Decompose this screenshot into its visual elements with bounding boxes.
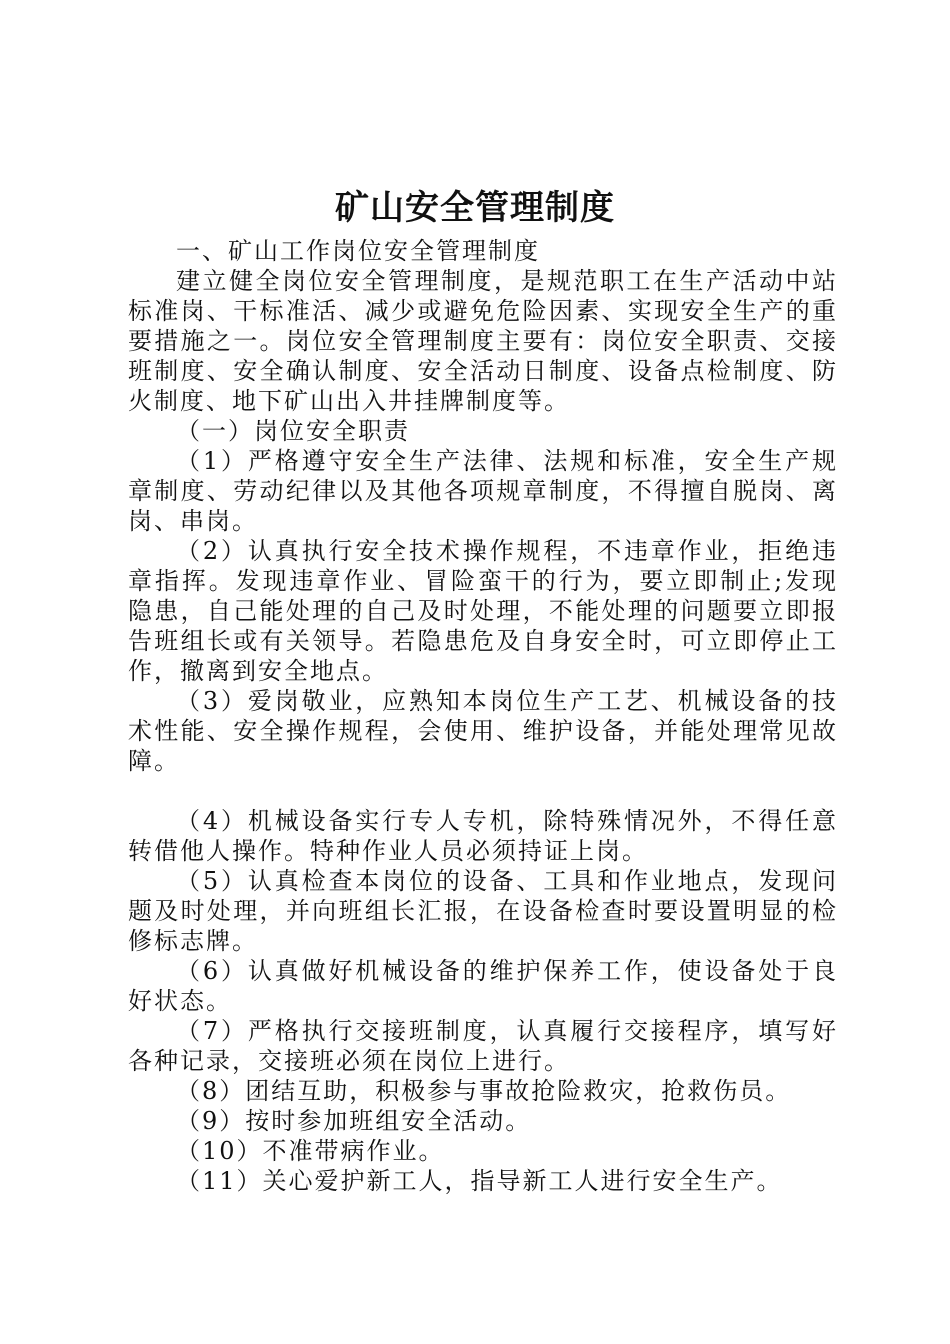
duty-item-9: （9）按时参加班组安全活动。 <box>176 1107 532 1135</box>
document-body <box>128 236 838 1196</box>
duty-item-1: （1）严格遵守安全生产法律、法规和标准，安全生产规章制度、劳动纪律以及其他各项规章制度，不得擅自脱岗、离岗、串岗。 <box>128 447 838 535</box>
section-heading: 一、矿山工作岗位安全管理制度 <box>176 237 540 265</box>
duty-item-10: （10）不准带病作业。 <box>176 1137 445 1165</box>
duty-item-7: （7）严格执行交接班制度，认真履行交接程序，填写好各种记录，交接班必须在岗位上进行。 <box>128 1017 838 1075</box>
duty-item-8: （8）团结互助，积极参与事故抢险救灾，抢救伤员。 <box>176 1077 792 1105</box>
duty-item-2: （2）认真执行安全技术操作规程，不违章作业，拒绝违章指挥。发现违章作业、冒险蛮干的行为，要立即制止;发现隐患，自己能处理的自己及时处理，不能处理的问题要立即报告班组长或有关领导。若隐患危及自身安全时，可立即停止工作，撤离到安全地点。 <box>128 537 838 685</box>
duty-item-6: （6）认真做好机械设备的维护保养工作，使设备处于良好状态。 <box>128 957 838 1015</box>
duty-item-5: （5）认真检查本岗位的设备、工具和作业地点，发现问题及时处理，并向班组长汇报，在设备检查时要设置明显的检修标志牌。 <box>128 867 838 955</box>
intro-paragraph: 建立健全岗位安全管理制度，是规范职工在生产活动中站标准岗、干标准活、减少或避免危险因素、实现安全生产的重要措施之一。岗位安全管理制度主要有：岗位安全职责、交接班制度、安全确认制度、安全活动日制度、设备点检制度、防火制度、地下矿山出入井挂牌制度等。 <box>128 267 838 415</box>
duty-item-3: （3）爱岗敬业，应熟知本岗位生产工艺、机械设备的技术性能、安全操作规程，会使用、维护设备，并能处理常见故障。 <box>128 687 838 775</box>
document-title: 矿山安全管理制度 <box>335 188 615 228</box>
subsection-heading: （一）岗位安全职责 <box>176 417 410 445</box>
duty-item-11: （11）关心爱护新工人，指导新工人进行安全生产。 <box>176 1167 783 1195</box>
duty-item-4: （4）机械设备实行专人专机，除特殊情况外，不得任意转借他人操作。特种作业人员必须持证上岗。 <box>128 807 838 865</box>
